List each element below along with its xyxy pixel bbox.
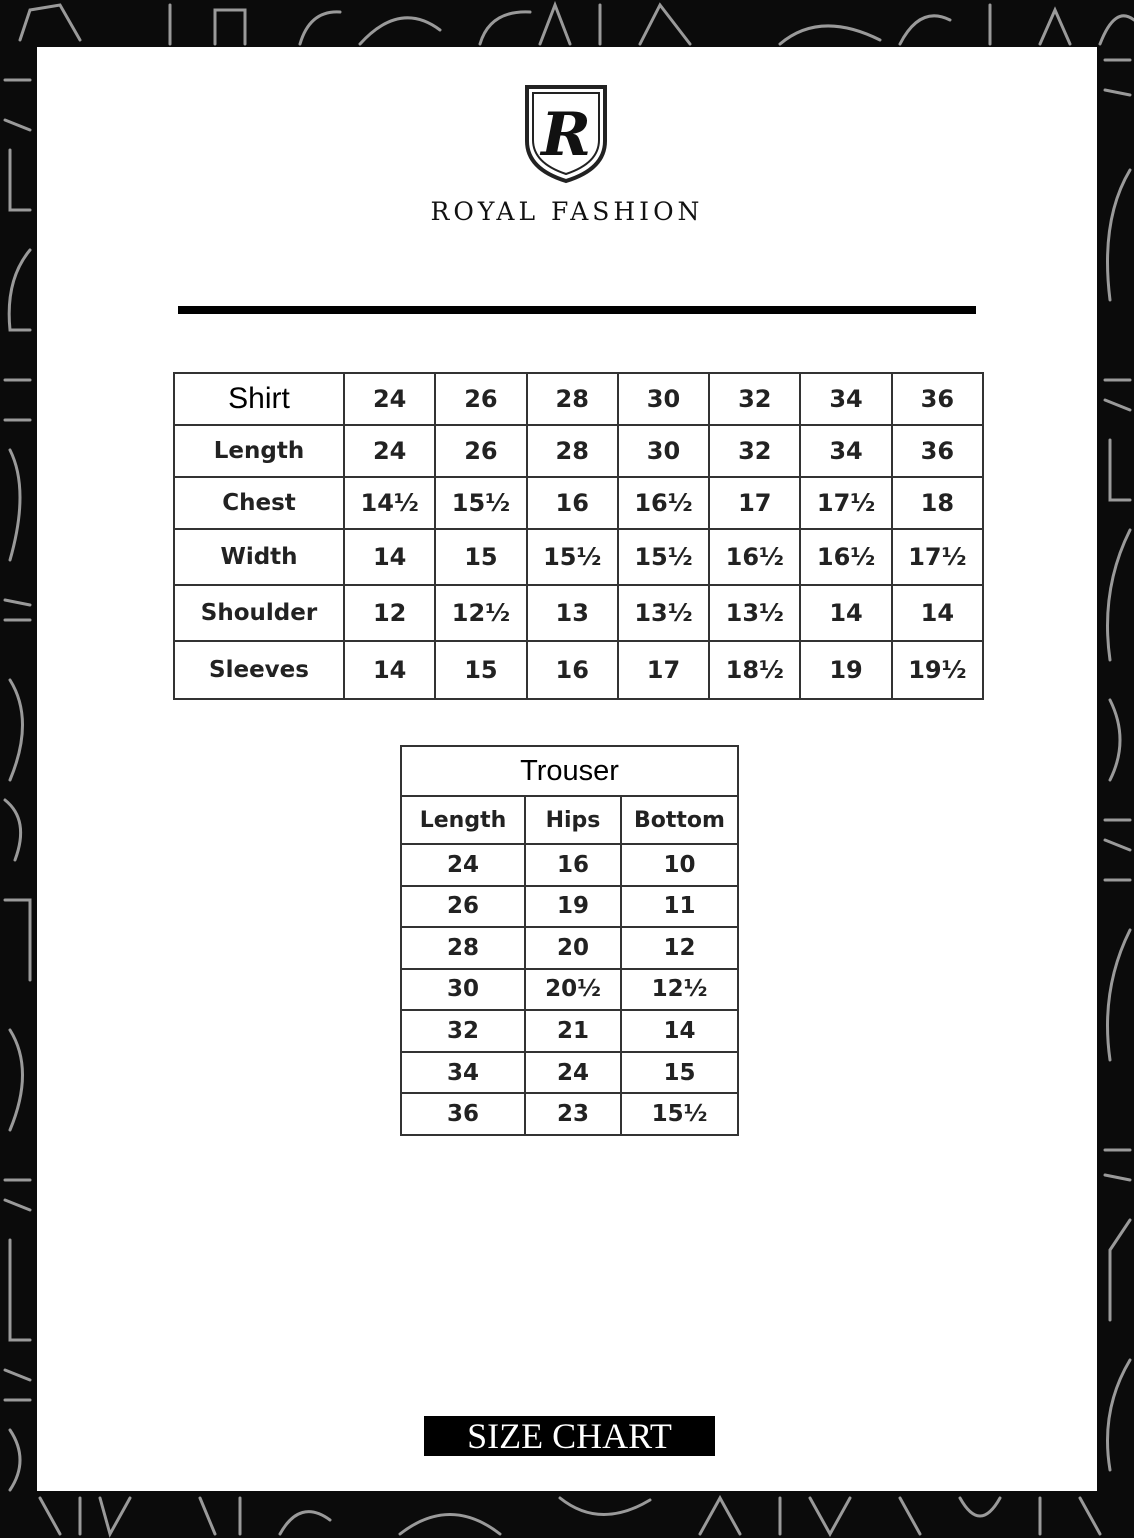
column-header: Length [401, 796, 525, 844]
column-header: Bottom [621, 796, 738, 844]
trouser-title: Trouser [401, 746, 738, 796]
table-cell: 10 [621, 844, 738, 886]
table-row [174, 641, 983, 699]
row-label: Sleeves [174, 641, 344, 699]
shirt-size-table [173, 372, 984, 700]
table-cell: 12 [344, 585, 435, 641]
table-row [174, 425, 983, 477]
trouser-size-table [400, 745, 739, 1136]
table-cell: 18 [892, 477, 983, 529]
table-row [401, 927, 738, 969]
size-chart-sheet [37, 47, 1097, 1491]
table-cell: 14 [344, 641, 435, 699]
brand-name: ROYAL FASHION [430, 197, 704, 226]
table-cell: 14 [621, 1010, 738, 1052]
table-cell: 16½ [709, 529, 800, 585]
table-cell: 14 [800, 585, 891, 641]
table-row [401, 1010, 738, 1052]
table-cell: 15 [435, 641, 526, 699]
table-cell: 15½ [618, 529, 709, 585]
row-label: Length [174, 425, 344, 477]
table-cell: 15½ [527, 529, 618, 585]
table-cell: 15 [621, 1052, 738, 1094]
row-label: Shoulder [174, 585, 344, 641]
size-cell: 36 [892, 373, 983, 425]
table-cell: 16 [527, 477, 618, 529]
table-cell: 15½ [621, 1093, 738, 1135]
table-cell: 15 [435, 529, 526, 585]
size-cell: 28 [527, 373, 618, 425]
table-cell: 19 [800, 641, 891, 699]
table-header-row [401, 796, 738, 844]
table-cell: 15½ [435, 477, 526, 529]
size-cell: 32 [709, 373, 800, 425]
shield-crest-icon [523, 83, 609, 185]
table-cell: 32 [709, 425, 800, 477]
size-chart-label: SIZE CHART [424, 1416, 715, 1456]
table-row [401, 746, 738, 796]
table-cell: 14½ [344, 477, 435, 529]
table-cell: 13½ [709, 585, 800, 641]
table-cell: 28 [527, 425, 618, 477]
table-cell: 24 [525, 1052, 621, 1094]
table-cell: 34 [800, 425, 891, 477]
table-cell: 21 [525, 1010, 621, 1052]
table-cell: 20 [525, 927, 621, 969]
table-cell: 14 [344, 529, 435, 585]
table-cell: 36 [401, 1093, 525, 1135]
table-row [401, 1093, 738, 1135]
row-label: Chest [174, 477, 344, 529]
shirt-title: Shirt [174, 373, 344, 425]
table-row [174, 477, 983, 529]
row-label: Width [174, 529, 344, 585]
table-cell: 32 [401, 1010, 525, 1052]
table-cell: 18½ [709, 641, 800, 699]
table-row [401, 1052, 738, 1094]
size-cell: 26 [435, 373, 526, 425]
table-cell: 26 [401, 886, 525, 928]
table-row [174, 373, 983, 425]
table-row [401, 886, 738, 928]
table-cell: 34 [401, 1052, 525, 1094]
table-cell: 12 [621, 927, 738, 969]
column-header: Hips [525, 796, 621, 844]
table-cell: 12½ [435, 585, 526, 641]
table-cell: 16 [527, 641, 618, 699]
table-cell: 28 [401, 927, 525, 969]
table-cell: 13 [527, 585, 618, 641]
table-row [174, 529, 983, 585]
size-cell: 34 [800, 373, 891, 425]
table-cell: 24 [344, 425, 435, 477]
table-cell: 19½ [892, 641, 983, 699]
table-cell: 16 [525, 844, 621, 886]
table-cell: 19 [525, 886, 621, 928]
table-cell: 17½ [800, 477, 891, 529]
table-cell: 20½ [525, 969, 621, 1011]
divider [178, 306, 976, 314]
table-cell: 23 [525, 1093, 621, 1135]
table-cell: 16½ [800, 529, 891, 585]
size-cell: 24 [344, 373, 435, 425]
table-row [401, 969, 738, 1011]
table-cell: 14 [892, 585, 983, 641]
table-cell: 36 [892, 425, 983, 477]
table-cell: 16½ [618, 477, 709, 529]
table-cell: 17 [618, 641, 709, 699]
table-cell: 24 [401, 844, 525, 886]
table-cell: 17 [709, 477, 800, 529]
table-cell: 30 [401, 969, 525, 1011]
logo-letter: R [541, 100, 591, 170]
table-cell: 26 [435, 425, 526, 477]
table-cell: 11 [621, 886, 738, 928]
table-cell: 30 [618, 425, 709, 477]
size-cell: 30 [618, 373, 709, 425]
table-cell: 13½ [618, 585, 709, 641]
table-row [174, 585, 983, 641]
table-cell: 17½ [892, 529, 983, 585]
table-cell: 12½ [621, 969, 738, 1011]
table-row [401, 844, 738, 886]
